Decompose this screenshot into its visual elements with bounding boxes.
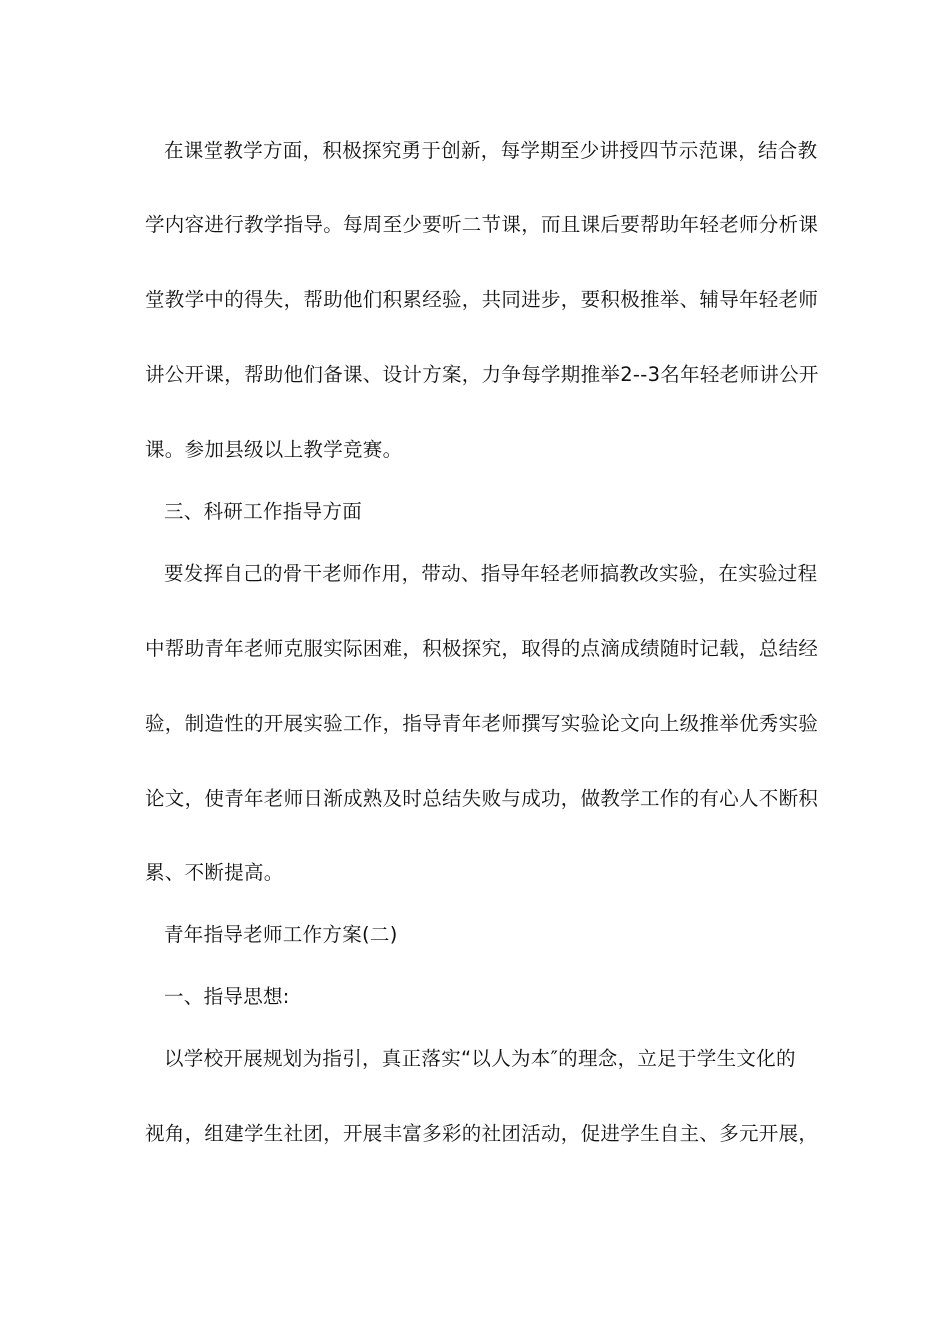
paragraph-line: 论文，使青年老师日渐成熟及时总结失败与成功，做教学工作的有心人不断积 <box>145 787 819 810</box>
paragraph-line: 中帮助青年老师克服实际困难，积极探究，取得的点滴成绩随时记载，总结经 <box>145 637 819 660</box>
paragraph-line: 累、不断提高。 <box>145 861 284 884</box>
paragraph-line: 视角，组建学生社团，开展丰富多彩的社团活动，促进学生自主、多元开展， <box>145 1122 819 1145</box>
paragraph-line: 验，制造性的开展实验工作，指导青年老师撰写实验论文向上级推举优秀实验 <box>145 712 819 735</box>
paragraph-line: 课。参加县级以上教学竞赛。 <box>145 438 403 461</box>
document-title: 青年指导老师工作方案(二) <box>164 923 398 946</box>
paragraph-line: 以学校开展规划为指引，真正落实“以人为本″的理念，立足于学生文化的 <box>164 1047 796 1070</box>
paragraph-line: 堂教学中的得失，帮助他们积累经验，共同进步，要积极推举、辅导年轻老师 <box>145 288 819 311</box>
paragraph-line: 要发挥自己的骨干老师作用，带动、指导年轻老师搞教改实验，在实验过程 <box>164 562 818 585</box>
section-heading: 一、指导思想: <box>164 985 290 1008</box>
paragraph-line: 讲公开课，帮助他们备课、设计方案，力争每学期推举2--3名年轻老师讲公开 <box>145 363 819 386</box>
paragraph-line: 学内容进行教学指导。每周至少要听二节课，而且课后要帮助年轻老师分析课 <box>145 213 819 236</box>
paragraph-line: 在课堂教学方面，积极探究勇于创新，每学期至少讲授四节示范课，结合教 <box>164 139 818 162</box>
section-heading: 三、科研工作指导方面 <box>164 500 363 523</box>
